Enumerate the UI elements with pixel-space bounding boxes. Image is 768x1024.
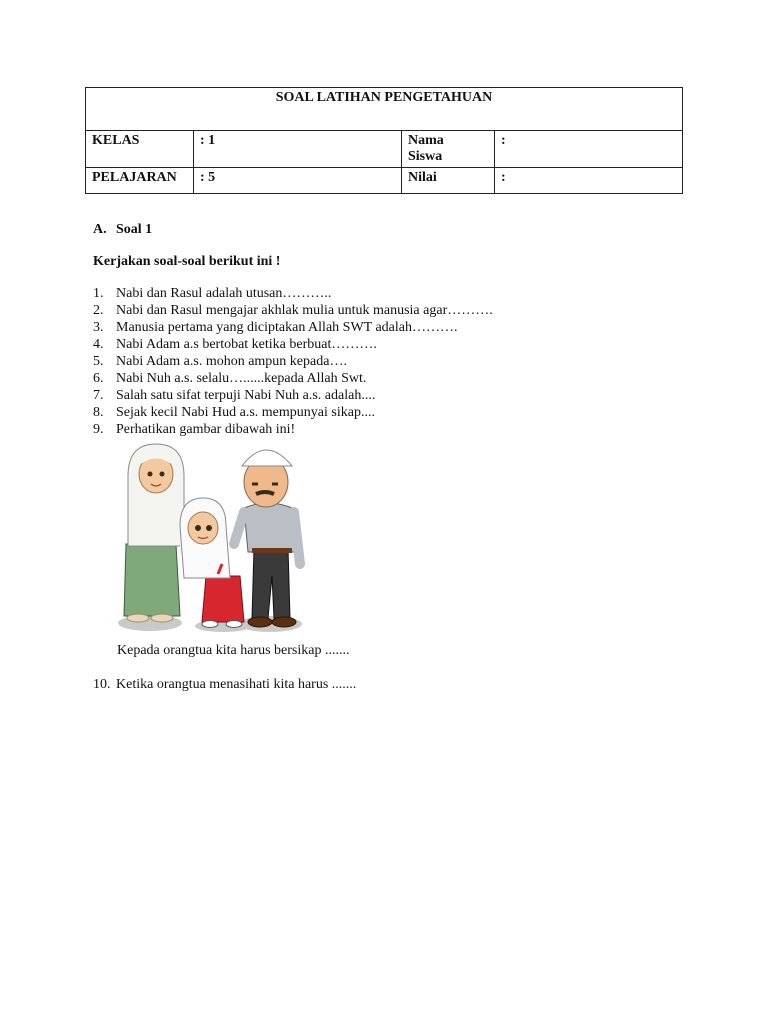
question-number: 1. [93, 286, 104, 301]
question-number: 9. [93, 422, 104, 437]
child-figure [180, 498, 244, 628]
nama-siswa-value: : [495, 131, 683, 168]
nilai-value: : [495, 168, 683, 194]
pelajaran-value: : 5 [194, 168, 402, 194]
question-number: 3. [93, 320, 104, 335]
section-letter: A. [93, 222, 107, 237]
question-item [93, 319, 493, 336]
question-number: 5. [93, 354, 104, 369]
section-title: Soal 1 [116, 222, 153, 237]
question-text: Manusia pertama yang diciptakan Allah SWT adalah………. [116, 320, 458, 335]
question-text: Nabi Adam a.s bertobat ketika berbuat………. [116, 337, 377, 352]
question-item [93, 370, 493, 387]
kelas-label: KELAS [86, 131, 194, 168]
question-item [93, 353, 493, 370]
question-number: 6. [93, 371, 104, 386]
header-table [85, 87, 683, 194]
question-text: Nabi Nuh a.s. selalu…......kepada Allah Swt. [116, 371, 367, 386]
question-item [93, 677, 356, 693]
question-text: Salah satu sifat terpuji Nabi Nuh a.s. adalah.... [116, 388, 376, 403]
question-text: Sejak kecil Nabi Hud a.s. mempunyai sikap.... [116, 405, 375, 420]
question-text: Ketika orangtua menasihati kita harus ....... [116, 677, 357, 692]
question-item [93, 404, 493, 421]
question-number: 8. [93, 405, 104, 420]
question-item [93, 336, 493, 353]
mother-figure [124, 444, 184, 622]
question-list [93, 285, 493, 438]
question-text: Perhatikan gambar dibawah ini! [116, 422, 296, 437]
question-item [93, 302, 493, 319]
nama-siswa-label [402, 131, 495, 168]
question-number: 2. [93, 303, 104, 318]
question-number: 7. [93, 388, 104, 403]
family-illustration [118, 436, 318, 636]
worksheet-title: SOAL LATIHAN PENGETAHUAN [86, 88, 683, 131]
pelajaran-label: PELAJARAN [86, 168, 194, 194]
father-figure [234, 450, 300, 627]
question-item [93, 387, 493, 404]
picture-question-caption: Kepada orangtua kita harus bersikap ....... [117, 643, 350, 658]
question-text: Nabi dan Rasul mengajar akhlak mulia untuk manusia agar………. [116, 303, 493, 318]
question-number: 10. [93, 677, 111, 692]
instruction: Kerjakan soal-soal berikut ini ! [93, 254, 281, 269]
kelas-value: : 1 [194, 131, 402, 168]
question-text: Nabi dan Rasul adalah utusan……….. [116, 286, 332, 301]
nilai-label: Nilai [402, 168, 495, 194]
question-item [93, 285, 493, 302]
question-text: Nabi Adam a.s. mohon ampun kepada…. [116, 354, 347, 369]
question-number: 4. [93, 337, 104, 352]
section-heading [93, 222, 152, 238]
nama-label-line2: Siswa [408, 149, 443, 164]
nama-label-line1: Nama [408, 133, 444, 148]
